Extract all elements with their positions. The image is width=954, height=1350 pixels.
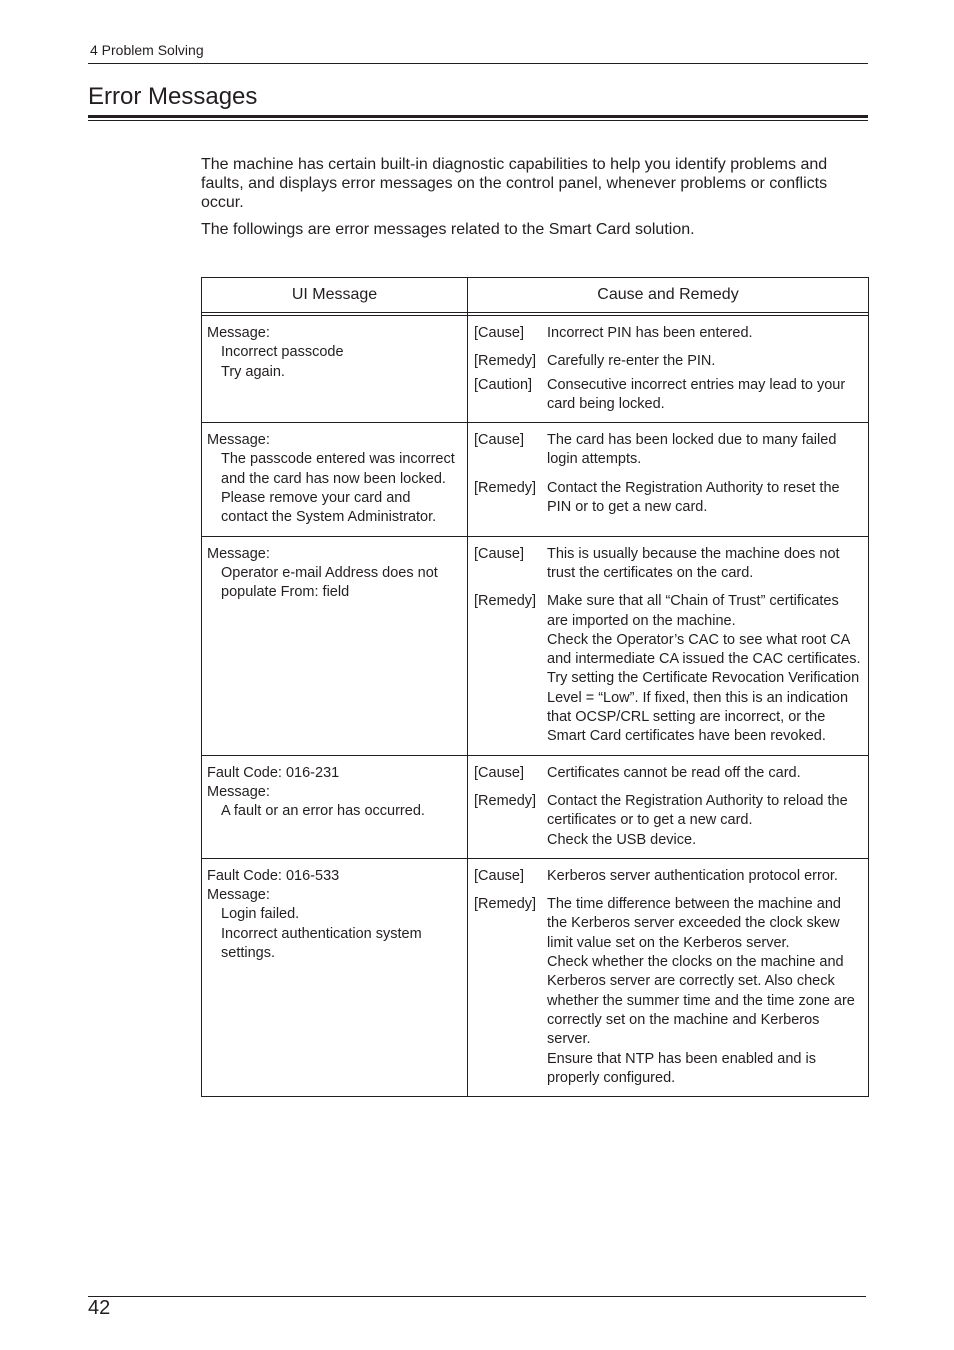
cause-remedy-cell bbox=[468, 536, 869, 755]
entry-tag: [Cause] bbox=[474, 764, 524, 781]
entry-text: Kerberos server authentication protocol error. bbox=[547, 867, 838, 884]
entry-tag: [Remedy] bbox=[474, 792, 537, 809]
entry-text: Consecutive incorrect entries may lead to your card being locked. bbox=[547, 376, 846, 412]
cause-remedy-cell bbox=[468, 858, 869, 1096]
ui-message-cell bbox=[202, 316, 468, 423]
ui-message-cell bbox=[202, 858, 468, 1096]
entry-text: Incorrect PIN has been entered. bbox=[547, 325, 753, 341]
cause-entry bbox=[474, 545, 862, 584]
message-line: The passcode entered was incorrect and the card has now been locked. bbox=[221, 451, 455, 487]
remedy-entry bbox=[474, 352, 862, 371]
entry-tag: [Remedy] bbox=[474, 593, 537, 610]
entry-text: This is usually because the machine does not trust the certificates on the card. bbox=[547, 545, 840, 581]
entry-tag: [Cause] bbox=[474, 545, 524, 562]
remedy-line: Check whether the clocks on the machine and Kerberos server are correctly set. Also check whether the summer time and the time zone are correctly set on the machine and Kerberos server. bbox=[547, 954, 855, 1048]
message-line: Operator e-mail Address does not populate From: field bbox=[221, 564, 438, 601]
fault-code: Fault Code: 016-231 bbox=[207, 764, 340, 781]
entry-tag: [Cause] bbox=[474, 867, 524, 884]
cause-entry bbox=[474, 867, 862, 886]
cause-entry bbox=[474, 431, 862, 470]
cause-entry bbox=[474, 324, 862, 343]
message-line: Please remove your card and contact the System Administrator. bbox=[221, 490, 437, 526]
title-rule bbox=[88, 115, 868, 118]
page-title: Error Messages bbox=[88, 83, 258, 110]
ui-message-cell bbox=[202, 423, 468, 536]
page-number: 42 bbox=[88, 1297, 111, 1319]
message-label: Message: bbox=[207, 432, 270, 449]
cause-remedy-cell bbox=[468, 423, 869, 536]
remedy-entry bbox=[474, 895, 862, 1088]
remedy-line: Check the Operator’s CAC to see what root CA and intermediate CA issued the CAC certificates. bbox=[547, 631, 861, 668]
column-header-ui-message: UI Message bbox=[202, 278, 468, 313]
message-line: Try again. bbox=[221, 363, 285, 380]
footer-rule bbox=[88, 1296, 866, 1297]
message-line: Login failed. bbox=[221, 906, 300, 923]
remedy-line: Ensure that NTP has been enabled and is properly configured. bbox=[547, 1050, 816, 1086]
table-header-row bbox=[202, 278, 869, 313]
entry-tag: [Remedy] bbox=[474, 896, 537, 913]
intro-paragraph: The machine has certain built-in diagnostic capabilities to help you identify problems and faults, and displays error messages on the control panel, whenever problems or conflicts occur. bbox=[201, 156, 828, 211]
intro-paragraph: The followings are error messages related to the Smart Card solution. bbox=[201, 221, 695, 238]
remedy-line: Check the USB device. bbox=[547, 831, 697, 848]
entry-tag: [Caution] bbox=[474, 376, 533, 393]
fault-code: Fault Code: 016-533 bbox=[207, 867, 340, 884]
entry-tag: [Remedy] bbox=[474, 353, 537, 370]
remedy-line: Make sure that all “Chain of Trust” certificates are imported on the machine. bbox=[547, 593, 839, 629]
table-row bbox=[202, 858, 869, 1096]
entry-text: Contact the Registration Authority to reset the PIN or to get a new card. bbox=[547, 479, 840, 516]
entry-text: The card has been locked due to many failed login attempts. bbox=[547, 432, 837, 468]
message-label: Message: bbox=[207, 783, 270, 800]
ui-message-cell bbox=[202, 536, 468, 755]
table-row bbox=[202, 316, 869, 423]
entry-text-block bbox=[547, 792, 862, 850]
cause-entry bbox=[474, 764, 862, 783]
cause-remedy-cell bbox=[468, 755, 869, 858]
running-header bbox=[88, 39, 868, 64]
message-line: A fault or an error has occurred. bbox=[221, 803, 425, 820]
remedy-entry bbox=[474, 792, 862, 850]
remedy-line: The time difference between the machine and the Kerberos server exceeded the clock skew limit value set on the Kerberos server. bbox=[547, 896, 841, 951]
caution-entry bbox=[474, 376, 862, 415]
table-row bbox=[202, 423, 869, 536]
entry-tag: [Cause] bbox=[474, 325, 524, 341]
table-row bbox=[202, 755, 869, 858]
section-label: 4 Problem Solving bbox=[90, 42, 204, 58]
message-line: Incorrect passcode bbox=[221, 344, 344, 361]
error-messages-table bbox=[201, 277, 869, 1097]
remedy-line: Try setting the Certificate Revocation Verification Level = “Low”. If fixed, then this is an indication that OCSP/CRL setting are incorrect, or the Smart Card certificates have been revoked. bbox=[547, 670, 860, 745]
entry-tag: [Remedy] bbox=[474, 479, 537, 496]
message-line: Incorrect authentication system settings. bbox=[221, 925, 422, 962]
entry-text: Carefully re-enter the PIN. bbox=[547, 353, 716, 370]
cause-remedy-cell bbox=[468, 316, 869, 423]
entry-text-block bbox=[547, 895, 862, 1088]
remedy-line: Contact the Registration Authority to reload the certificates or to get a new card. bbox=[547, 792, 848, 829]
remedy-entry bbox=[474, 592, 862, 746]
ui-message-cell bbox=[202, 755, 468, 858]
intro-text bbox=[201, 155, 867, 247]
entry-tag: [Cause] bbox=[474, 432, 524, 449]
entry-text: Certificates cannot be read off the card. bbox=[547, 764, 801, 781]
entry-text-block bbox=[547, 592, 862, 746]
message-label: Message: bbox=[207, 325, 270, 341]
table-row bbox=[202, 536, 869, 755]
message-label: Message: bbox=[207, 887, 270, 904]
message-label: Message: bbox=[207, 545, 270, 562]
title-rule-thin bbox=[88, 120, 868, 121]
remedy-entry bbox=[474, 479, 862, 518]
column-header-cause-remedy: Cause and Remedy bbox=[468, 278, 869, 313]
